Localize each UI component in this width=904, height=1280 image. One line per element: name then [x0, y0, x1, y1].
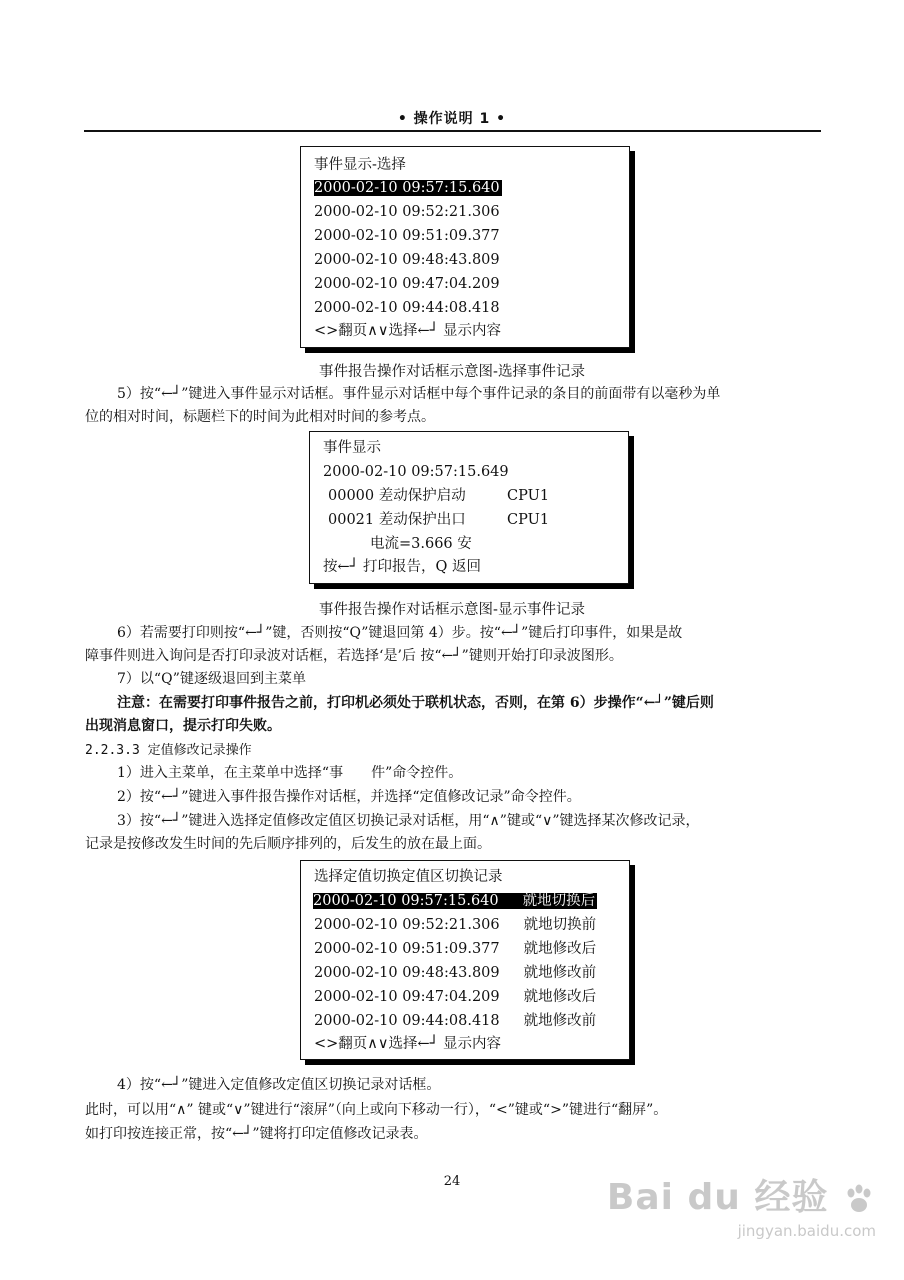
- record-row[interactable]: [314, 915, 596, 935]
- paragraph-step7: 7）以“Q”键逐级退回到主菜单: [117, 671, 306, 687]
- record-row-time: 2000-02-10 09:44:08.418: [314, 1013, 500, 1029]
- record-row-time: 2000-02-10 09:57:15.640: [313, 893, 499, 909]
- dialog-event-display: [309, 431, 629, 584]
- caption-display-event: 事件报告操作对话框示意图-显示事件记录: [319, 602, 585, 618]
- paragraph-section-step2: 2）按“←┘”键进入事件报告操作对话框，并选择“定值修改记录”命令控件。: [117, 789, 581, 805]
- record-row[interactable]: [314, 963, 596, 983]
- event-entry-code: 00021 差动保护出口: [328, 512, 466, 528]
- record-row-status: 就地修改前: [523, 965, 597, 981]
- event-row[interactable]: 2000-02-10 09:51:09.377: [314, 228, 500, 244]
- dialog-event-display-title: 事件显示: [323, 440, 381, 456]
- record-row-time: 2000-02-10 09:48:43.809: [314, 965, 500, 981]
- record-row-time: 2000-02-10 09:47:04.209: [314, 989, 500, 1005]
- record-row[interactable]: [314, 987, 596, 1007]
- watermark-url: jingyan.baidu.com: [737, 1222, 876, 1240]
- baidu-jingyan-watermark: [607, 1178, 876, 1240]
- paragraph-step5-line2: 位的相对时间，标题栏下的时间为此相对时间的参考点。: [85, 409, 435, 425]
- event-row[interactable]: 2000-02-10 09:44:08.418: [314, 300, 500, 316]
- dialog-setting-switch-footer: <>翻页∧∨选择←┘ 显示内容: [314, 1036, 502, 1052]
- record-row-status: 就地修改后: [523, 941, 597, 957]
- dialog-event-select-footer: <>翻页∧∨选择←┘ 显示内容: [314, 323, 502, 339]
- record-row-selected[interactable]: [313, 891, 597, 911]
- page-header-title: • 操作说明 1 •: [397, 111, 507, 127]
- event-row-selected[interactable]: [314, 178, 502, 198]
- caption-select-event: 事件报告操作对话框示意图-选择事件记录: [319, 364, 585, 380]
- header-rule: [84, 130, 821, 132]
- dialog-event-select: [300, 146, 630, 348]
- section-heading: 2.2.3.3 定值修改记录操作: [85, 743, 252, 758]
- dialog-setting-switch-record: [300, 860, 630, 1060]
- dialog-event-display-footer: 按←┘ 打印报告，Q 返回: [323, 559, 481, 575]
- note-line2: 出现消息窗口，提示打印失败。: [85, 718, 281, 734]
- event-row[interactable]: 2000-02-10 09:47:04.209: [314, 276, 500, 292]
- record-row-time: 2000-02-10 09:51:09.377: [314, 941, 500, 957]
- event-row[interactable]: 2000-02-10 09:48:43.809: [314, 252, 500, 268]
- record-row-highlight: [313, 893, 597, 909]
- event-current-value: 电流=3.666 安: [370, 536, 472, 552]
- paragraph-step6-line2: 障事件则进入询问是否打印录波对话框，若选择‘是’后 按“←┘”键则开始打印录波图形。: [85, 648, 623, 664]
- event-row-time: 2000-02-10 09:57:15.640: [314, 180, 500, 196]
- paragraph-section-step4: 4）按“←┘”键进入定值修改定值区切换记录对话框。: [117, 1077, 441, 1093]
- record-row-status: 就地修改前: [523, 1013, 597, 1029]
- page-number: 24: [443, 1174, 461, 1189]
- event-entry-cpu: CPU1: [507, 512, 550, 528]
- event-reference-timestamp: 2000-02-10 09:57:15.649: [323, 464, 509, 480]
- watermark-brand: Bai du 经验: [606, 1177, 829, 1218]
- paragraph-step5-line1: 5）按“←┘”键进入事件显示对话框。事件显示对话框中每个事件记录的条目的前面带有以毫秒为单: [117, 386, 721, 402]
- record-row-time: 2000-02-10 09:52:21.306: [314, 917, 500, 933]
- paw-icon: [842, 1182, 876, 1216]
- dialog-setting-switch-title: 选择定值切换定值区切换记录: [314, 869, 503, 885]
- paragraph-section-step3-line1: 3）按“←┘”键进入选择定值修改定值区切换记录对话框，用“∧”键或“∨”键选择某次修改记录，: [117, 813, 700, 829]
- record-row-status: 就地修改后: [523, 989, 597, 1005]
- paragraph-section-step1: 1）进入主菜单，在主菜单中选择“事 件”命令控件。: [117, 765, 463, 781]
- record-row-status: 就地切换后: [522, 893, 596, 909]
- paragraph-final-line1: 此时，可以用“∧” 键或“∨”键进行“滚屏”（向上或向下移动一行），“<”键或“>”键进行“翻屏”。: [85, 1102, 668, 1118]
- paragraph-section-step3-line2: 记录是按修改发生时间的先后顺序排列的，后发生的放在最上面。: [85, 836, 491, 852]
- event-entry-cpu: CPU1: [507, 488, 550, 504]
- event-entry-code: 00000 差动保护启动: [328, 488, 466, 504]
- note-line1: 注意：在需要打印事件报告之前，打印机必须处于联机状态，否则，在第 6）步操作“←┘”键后则: [117, 695, 714, 711]
- paragraph-final-line2: 如打印按连接正常，按“←┘”键将打印定值修改记录表。: [85, 1126, 428, 1142]
- paragraph-step6-line1: 6）若需要打印则按“←┘”键，否则按“Q”键退回第 4）步。按“←┘”键后打印事件，如果是故: [117, 625, 683, 641]
- record-row-status: 就地切换前: [523, 917, 597, 933]
- record-row[interactable]: [314, 939, 596, 959]
- dialog-event-select-title: 事件显示-选择: [314, 157, 406, 173]
- event-row[interactable]: 2000-02-10 09:52:21.306: [314, 204, 500, 220]
- record-row[interactable]: [314, 1011, 596, 1031]
